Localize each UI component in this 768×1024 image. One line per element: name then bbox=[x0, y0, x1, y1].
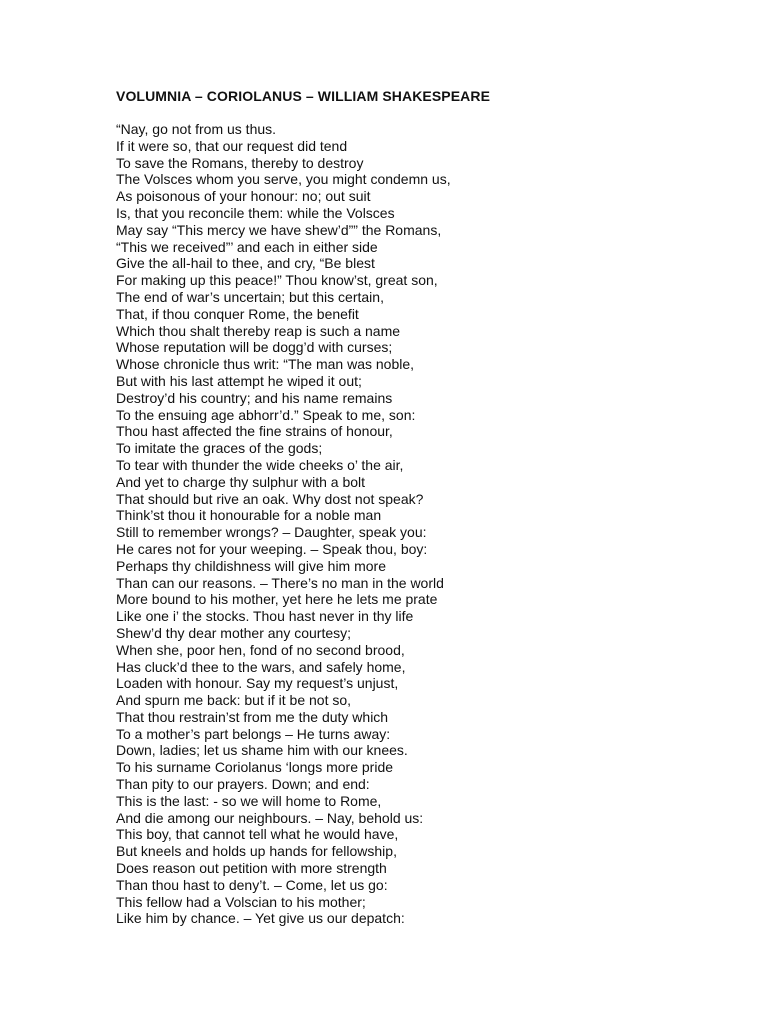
poem-line: Than can our reasons. – There’s no man in the world bbox=[116, 574, 444, 591]
poem-line: Think’st thou it honourable for a noble man bbox=[116, 507, 382, 524]
poem-line: To save the Romans, thereby to destroy bbox=[116, 154, 364, 171]
poem-line: The end of war’s uncertain; but this certain, bbox=[116, 288, 384, 305]
poem-line: To a mother’s part belongs – He turns away: bbox=[116, 725, 391, 742]
poem-line: And spurn me back: but if it be not so, bbox=[116, 692, 352, 709]
poem-line: When she, poor hen, fond of no second brood, bbox=[116, 641, 405, 658]
poem-line: The Volsces whom you serve, you might condemn us, bbox=[116, 171, 451, 188]
poem-line: Than thou hast to deny’t. – Come, let us go: bbox=[116, 876, 388, 893]
poem-line: Destroy’d his country; and his name remains bbox=[116, 389, 393, 406]
poem-line: Is, that you reconcile them: while the Volsces bbox=[116, 204, 395, 221]
poem-line: But with his last attempt he wiped it out; bbox=[116, 372, 362, 389]
poem-line: May say “This mercy we have shew’d”” the Romans, bbox=[116, 221, 442, 238]
poem-line: To the ensuing age abhorr’d.” Speak to me, son: bbox=[116, 406, 416, 423]
poem-text bbox=[116, 121, 451, 927]
poem-line: Still to remember wrongs? – Daughter, speak you: bbox=[116, 524, 427, 541]
poem-line: That, if thou conquer Rome, the benefit bbox=[116, 305, 359, 322]
poem-line: Shew’d thy dear mother any courtesy; bbox=[116, 624, 352, 641]
poem-line: Thou hast affected the fine strains of honour, bbox=[116, 423, 393, 440]
poem-line: He cares not for your weeping. – Speak thou, boy: bbox=[116, 540, 428, 557]
poem-line: “This we received”’ and each in either side bbox=[116, 238, 378, 255]
poem-line: Perhaps thy childishness will give him more bbox=[116, 557, 386, 574]
poem-line: Down, ladies; let us shame him with our knees. bbox=[116, 742, 408, 759]
poem-line: Whose reputation will be dogg’d with curses; bbox=[116, 339, 393, 356]
poem-line: Whose chronicle thus writ: “The man was noble, bbox=[116, 356, 415, 373]
poem-line: Does reason out petition with more strength bbox=[116, 860, 387, 877]
document-title: VOLUMNIA – CORIOLANUS – WILLIAM SHAKESPEARE bbox=[116, 88, 491, 104]
poem-line: As poisonous of your honour: no; out suit bbox=[116, 188, 371, 205]
poem-line: “Nay, go not from us thus. bbox=[116, 121, 277, 137]
poem-line: That thou restrain’st from me the duty which bbox=[116, 708, 389, 725]
poem-line: For making up this peace!” Thou know’st, great son, bbox=[116, 272, 438, 289]
poem-line: To imitate the graces of the gods; bbox=[116, 440, 323, 457]
poem-line: This boy, that cannot tell what he would have, bbox=[116, 826, 399, 843]
poem-line: To tear with thunder the wide cheeks o’ the air, bbox=[116, 456, 404, 473]
poem-line: This fellow had a Volscian to his mother; bbox=[116, 893, 366, 910]
poem-line: That should but rive an oak. Why dost not speak? bbox=[116, 490, 424, 507]
poem-line: More bound to his mother, yet here he lets me prate bbox=[116, 591, 438, 608]
poem-line: Which thou shalt thereby reap is such a name bbox=[116, 322, 401, 339]
poem-line: Give the all-hail to thee, and cry, “Be blest bbox=[116, 255, 375, 272]
poem-line: Like him by chance. – Yet give us our depatch: bbox=[116, 910, 405, 927]
poem-line: And die among our neighbours. – Nay, behold us: bbox=[116, 809, 424, 826]
poem-line: Than pity to our prayers. Down; and end: bbox=[116, 776, 370, 793]
poem-line: If it were so, that our request did tend bbox=[116, 137, 348, 154]
poem-line: Like one i’ the stocks. Thou hast never in thy life bbox=[116, 608, 414, 625]
poem-line: Loaden with honour. Say my request’s unjust, bbox=[116, 675, 399, 692]
poem-line: To his surname Coriolanus ‘longs more pride bbox=[116, 759, 394, 776]
poem-line: But kneels and holds up hands for fellowship, bbox=[116, 843, 397, 860]
poem-line: This is the last: - so we will home to Rome, bbox=[116, 792, 382, 809]
poem-line: And yet to charge thy sulphur with a bolt bbox=[116, 473, 366, 490]
poem-line: Has cluck’d thee to the wars, and safely home, bbox=[116, 658, 406, 675]
